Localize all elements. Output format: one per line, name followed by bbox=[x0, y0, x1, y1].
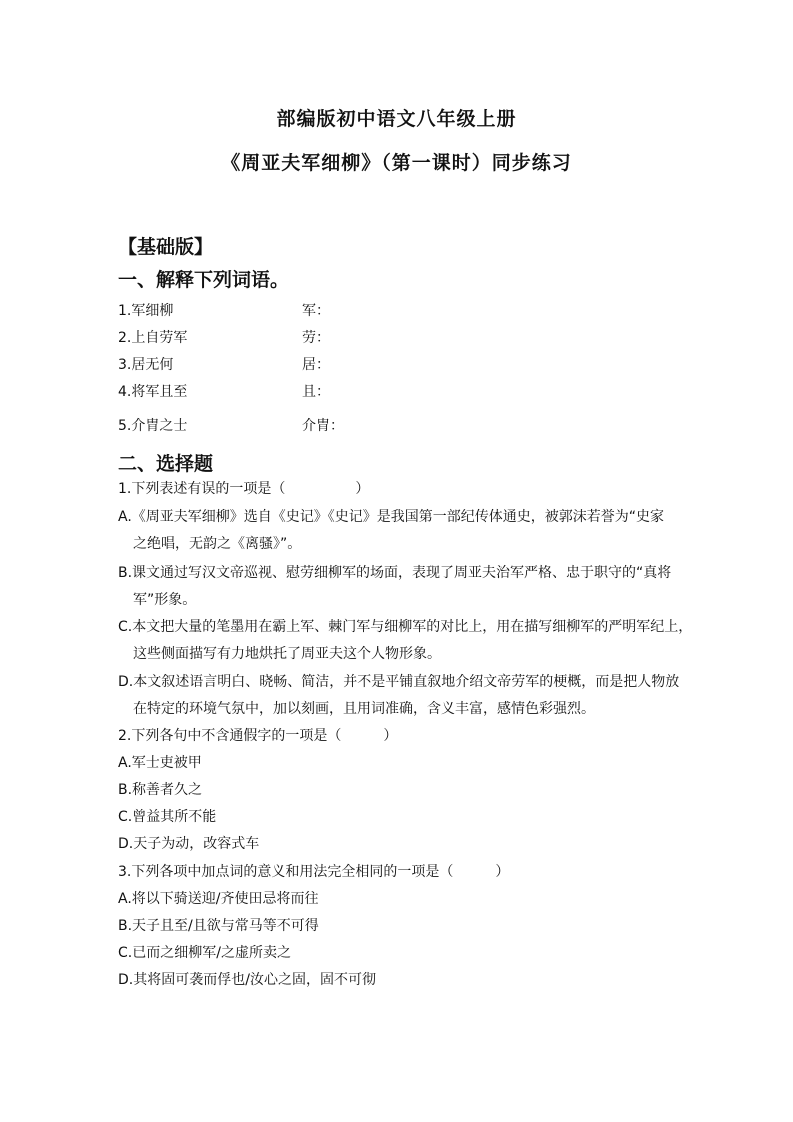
option-line: D.其将固可袭而俘也/汝心之固，固不可彻 bbox=[118, 972, 376, 988]
page-title: 部编版初中语文八年级上册 bbox=[276, 108, 517, 130]
vocab-word: 1.军细柳 bbox=[118, 303, 174, 319]
version-label: 【基础版】 bbox=[118, 236, 214, 258]
vocab-key: 介胄： bbox=[302, 418, 344, 434]
vocab-key: 劳： bbox=[302, 330, 330, 346]
section1-heading: 一、解释下列词语。 bbox=[118, 269, 290, 291]
question-stem: 2.下列各句中不含通假字的一项是（ ） bbox=[118, 728, 398, 744]
option-line: B.天子且至/且欲与常马等不可得 bbox=[118, 918, 319, 934]
option-line: B.称善者久之 bbox=[118, 782, 203, 798]
vocab-word: 4.将军且至 bbox=[118, 384, 188, 400]
option-line: 之绝唱，无韵之《离骚》”。 bbox=[133, 536, 302, 552]
option-line: C.已而之细柳军/之虚所卖之 bbox=[118, 945, 291, 961]
page-subtitle: 《周亚夫军细柳》（第一课时）同步练习 bbox=[221, 152, 572, 174]
option-line: A.《周亚夫军细柳》选自《史记》《史记》是我国第一部纪传体通史，被郭沫若誉为“史家 bbox=[118, 509, 665, 525]
vocab-key: 军： bbox=[302, 303, 330, 319]
vocab-word: 2.上自劳军 bbox=[118, 330, 188, 346]
option-line: 这些侧面描写有力地烘托了周亚夫这个人物形象。 bbox=[133, 646, 441, 662]
option-line: A.将以下骑送迎/齐使田忌将而往 bbox=[118, 891, 319, 907]
vocab-word: 5.介胄之士 bbox=[118, 418, 188, 434]
section2-heading: 二、选择题 bbox=[118, 453, 214, 475]
option-line: C.本文把大量的笔墨用在霸上军、棘门军与细柳军的对比上，用在描写细柳军的严明军纪上， bbox=[118, 619, 693, 635]
option-line: B.课文通过写汉文帝巡视、慰劳细柳军的场面，表现了周亚夫治军严格、忠于职守的“真将 bbox=[118, 565, 672, 581]
vocab-key: 且： bbox=[302, 384, 330, 400]
option-line: D.天子为动，改容式车 bbox=[118, 836, 260, 852]
vocab-word: 3.居无何 bbox=[118, 357, 174, 373]
vocab-key: 居： bbox=[302, 357, 330, 373]
option-line: C.曾益其所不能 bbox=[118, 809, 217, 825]
option-line: D.本文叙述语言明白、晓畅、简洁，并不是平铺直叙地介绍文帝劳军的梗概，而是把人物放 bbox=[118, 674, 680, 690]
option-line: 在特定的环境气氛中，加以刻画，且用词准确，含义丰富，感情色彩强烈。 bbox=[133, 701, 595, 717]
question-stem: 3.下列各项中加点词的意义和用法完全相同的一项是（ ） bbox=[118, 864, 510, 880]
option-line: A.军士吏被甲 bbox=[118, 755, 202, 771]
option-line: 军”形象。 bbox=[133, 592, 197, 608]
question-stem: 1.下列表述有误的一项是（ ） bbox=[118, 481, 370, 497]
